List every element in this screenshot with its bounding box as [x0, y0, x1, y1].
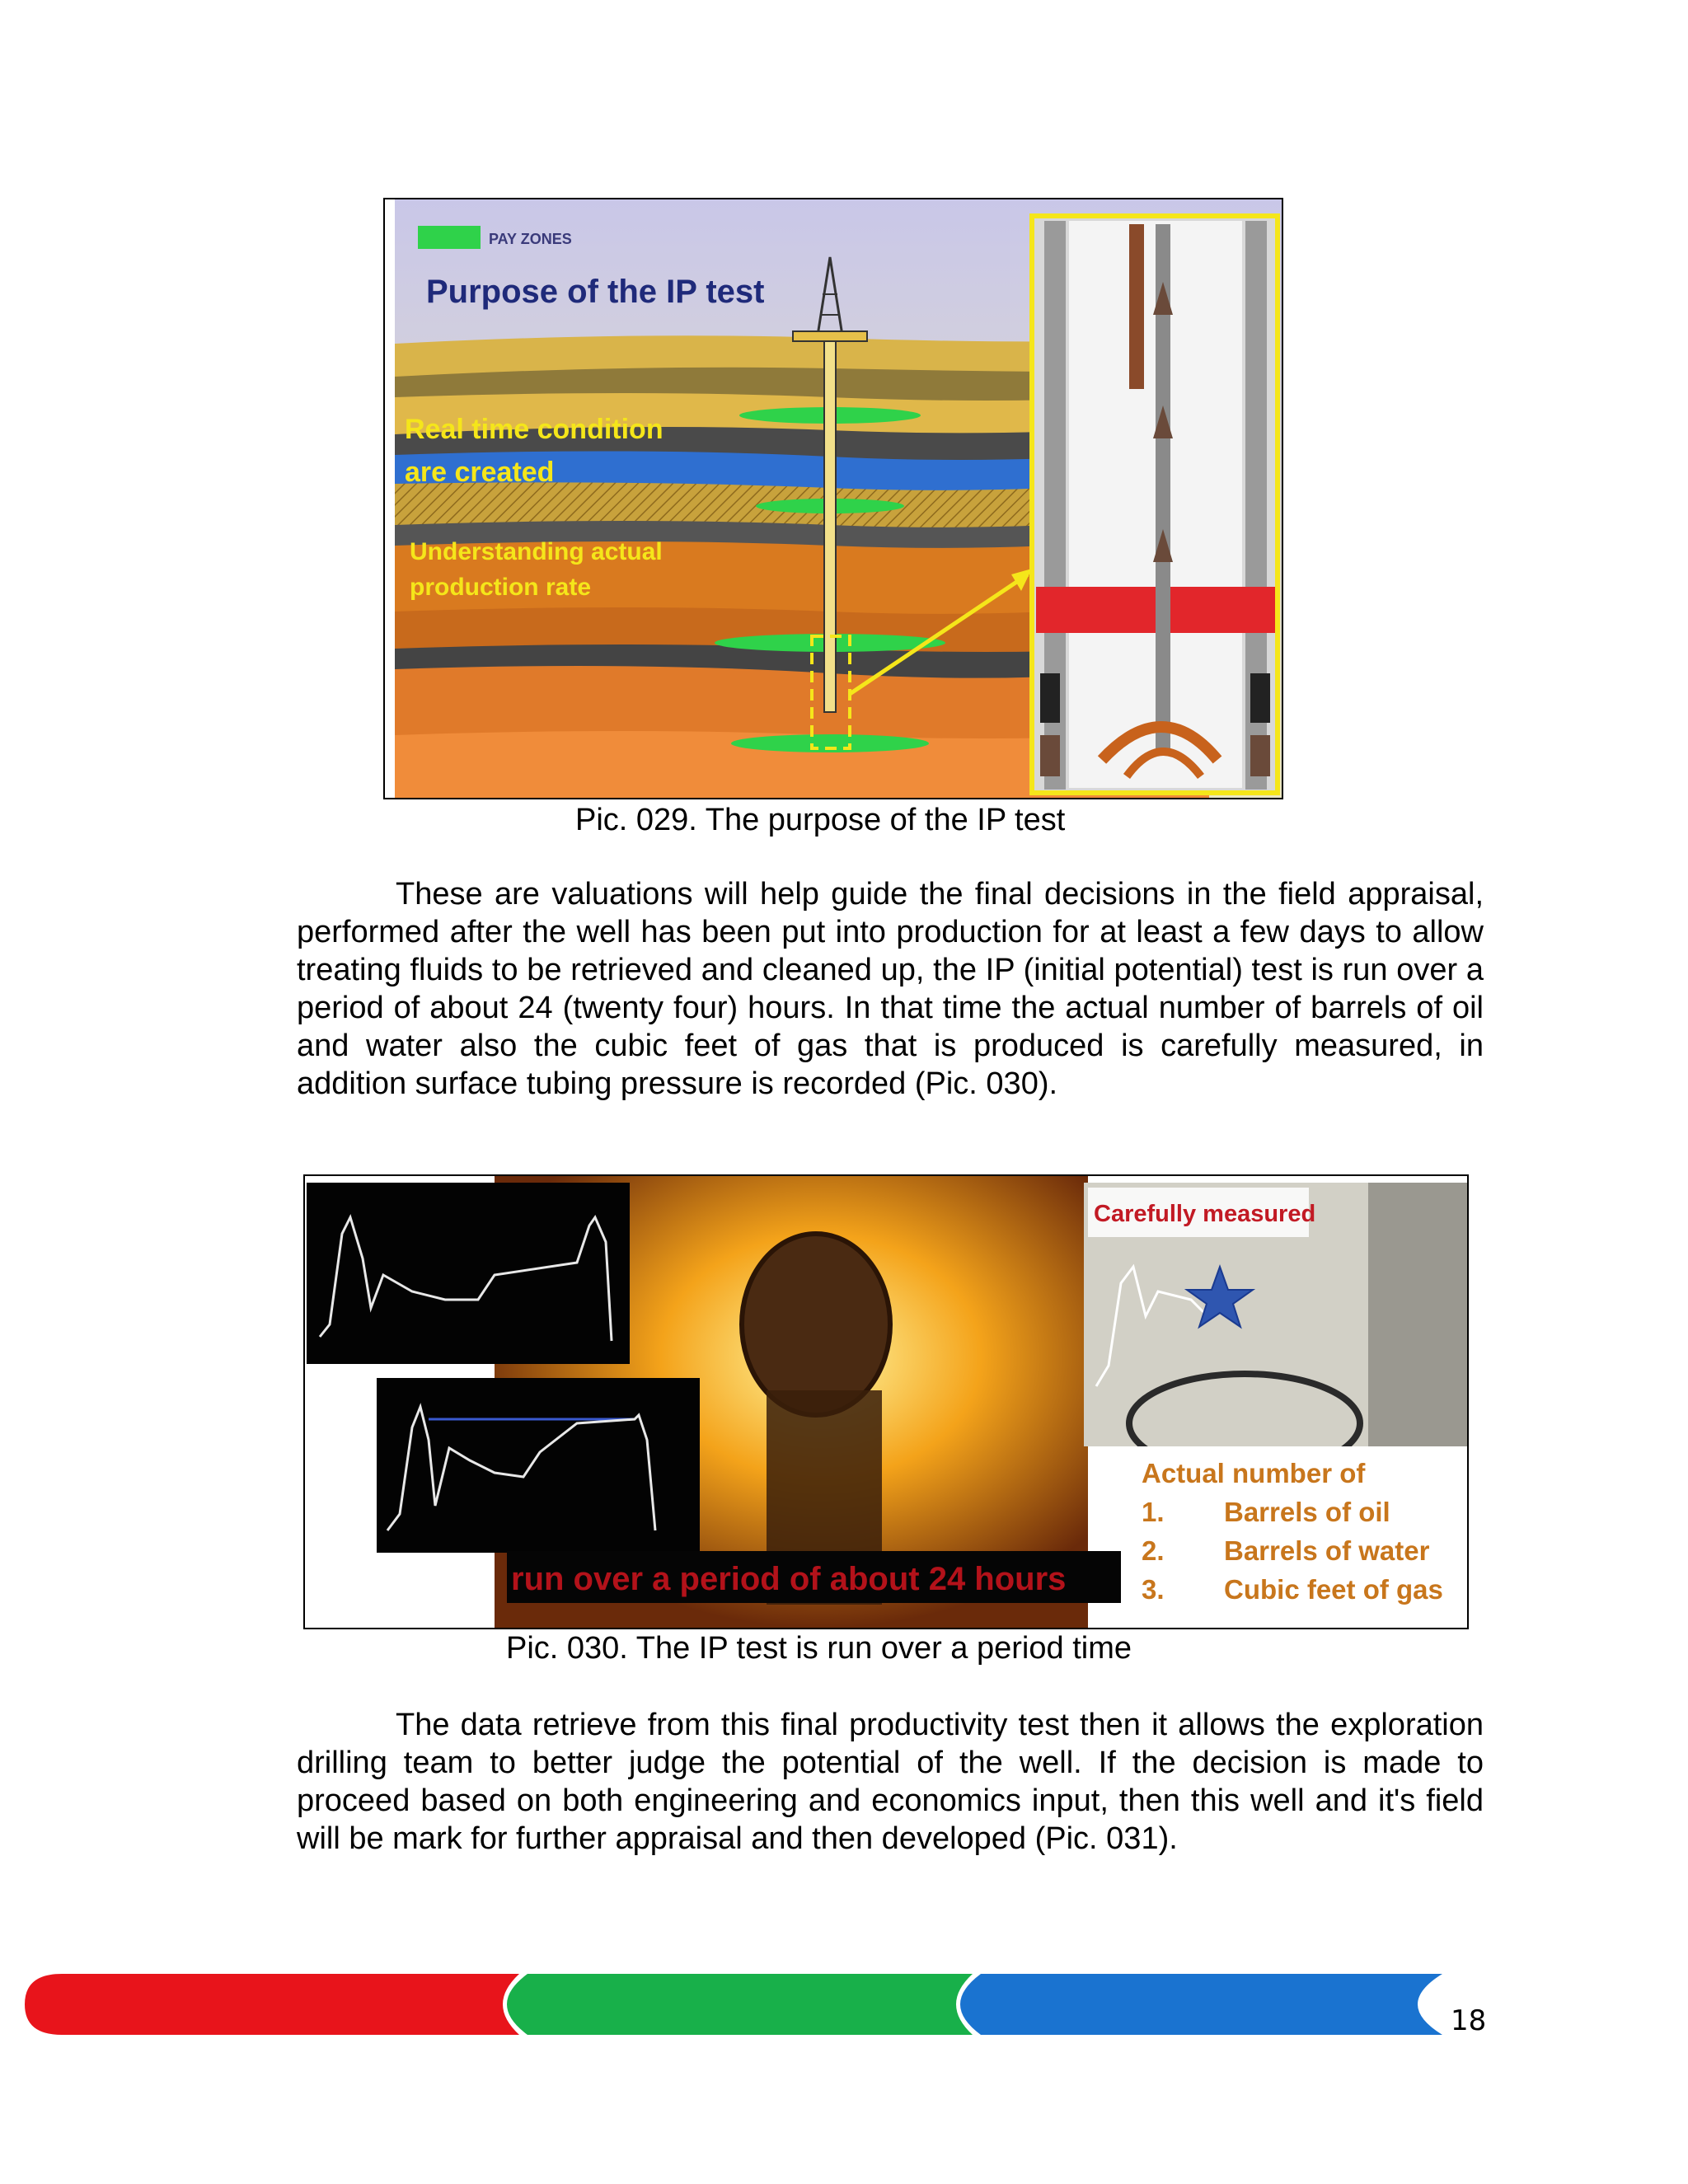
- paragraph-productivity-test: The data retrieve from this final productivity test then it allows the exploration drilling team to better judge the potential of the well. If the decision is made to proceed based on both engineering and economics input, then this well and it's field will be mark for further appraisal and then developed (Pic. 031).: [297, 1708, 1484, 1856]
- reservoir-cross-section: [385, 199, 1282, 798]
- carefully-measured-label: Carefully measured: [1094, 1201, 1316, 1227]
- list-item-number: 2.: [1142, 1535, 1165, 1566]
- note-real-time: Real time condition: [405, 414, 663, 445]
- figure-ip-test-period: [303, 1174, 1469, 1629]
- footer-bar-blue: [960, 1974, 1442, 2035]
- list-item-gas: Cubic feet of gas: [1224, 1574, 1443, 1605]
- list-item-water: Barrels of water: [1224, 1535, 1430, 1566]
- figure-ip-test-purpose: [383, 198, 1283, 799]
- flare-equipment-icon: [742, 1234, 890, 1415]
- pressure-chart-2: [377, 1378, 700, 1553]
- pay-zone-legend-swatch: [418, 226, 481, 249]
- ip-test-collage: [305, 1176, 1467, 1628]
- footer-color-bars: [25, 1966, 1442, 2044]
- note-production-rate: Understanding actual: [410, 538, 663, 565]
- wellbore: [824, 341, 836, 712]
- pay-zone-legend-label: PAY ZONES: [489, 231, 572, 247]
- list-item-number: 1.: [1142, 1497, 1165, 1527]
- wellbore-zoom-inset: [1032, 216, 1278, 793]
- page-number: 18: [1451, 2004, 1487, 2037]
- figure-caption-030: Pic. 030. The IP test is run over a period time: [506, 1631, 1132, 1666]
- actual-number-heading: Actual number of: [1142, 1458, 1366, 1488]
- footer-bar-red: [25, 1974, 519, 2035]
- list-item-number: 3.: [1142, 1574, 1165, 1605]
- figure-caption-029: Pic. 029. The purpose of the IP test: [575, 803, 1066, 837]
- note-real-time-2: are created: [405, 457, 555, 488]
- note-production-rate-2: production rate: [410, 574, 592, 601]
- figure-title: Purpose of the IP test: [426, 274, 765, 310]
- paragraph-ip-test: These are valuations will help guide the final decisions in the field appraisal, performed after the well has been put into production for at least a few days to allow treating fluids to be retrieved and cleaned up, the IP (initial potential) test is run over a period of about 24 (twenty four) hours. In that time the actual number of barrels of oil and water also the cubic feet of gas that is produced is carefully measured, in addition surface tubing pressure is recorded (Pic. 030).: [297, 877, 1484, 1101]
- period-banner: run over a period of about 24 hours: [511, 1561, 1067, 1597]
- measurement-photo: [1084, 1183, 1467, 1473]
- footer-bar-green: [507, 1974, 973, 2035]
- pressure-chart-1: [307, 1183, 630, 1364]
- list-item-oil: Barrels of oil: [1224, 1497, 1390, 1527]
